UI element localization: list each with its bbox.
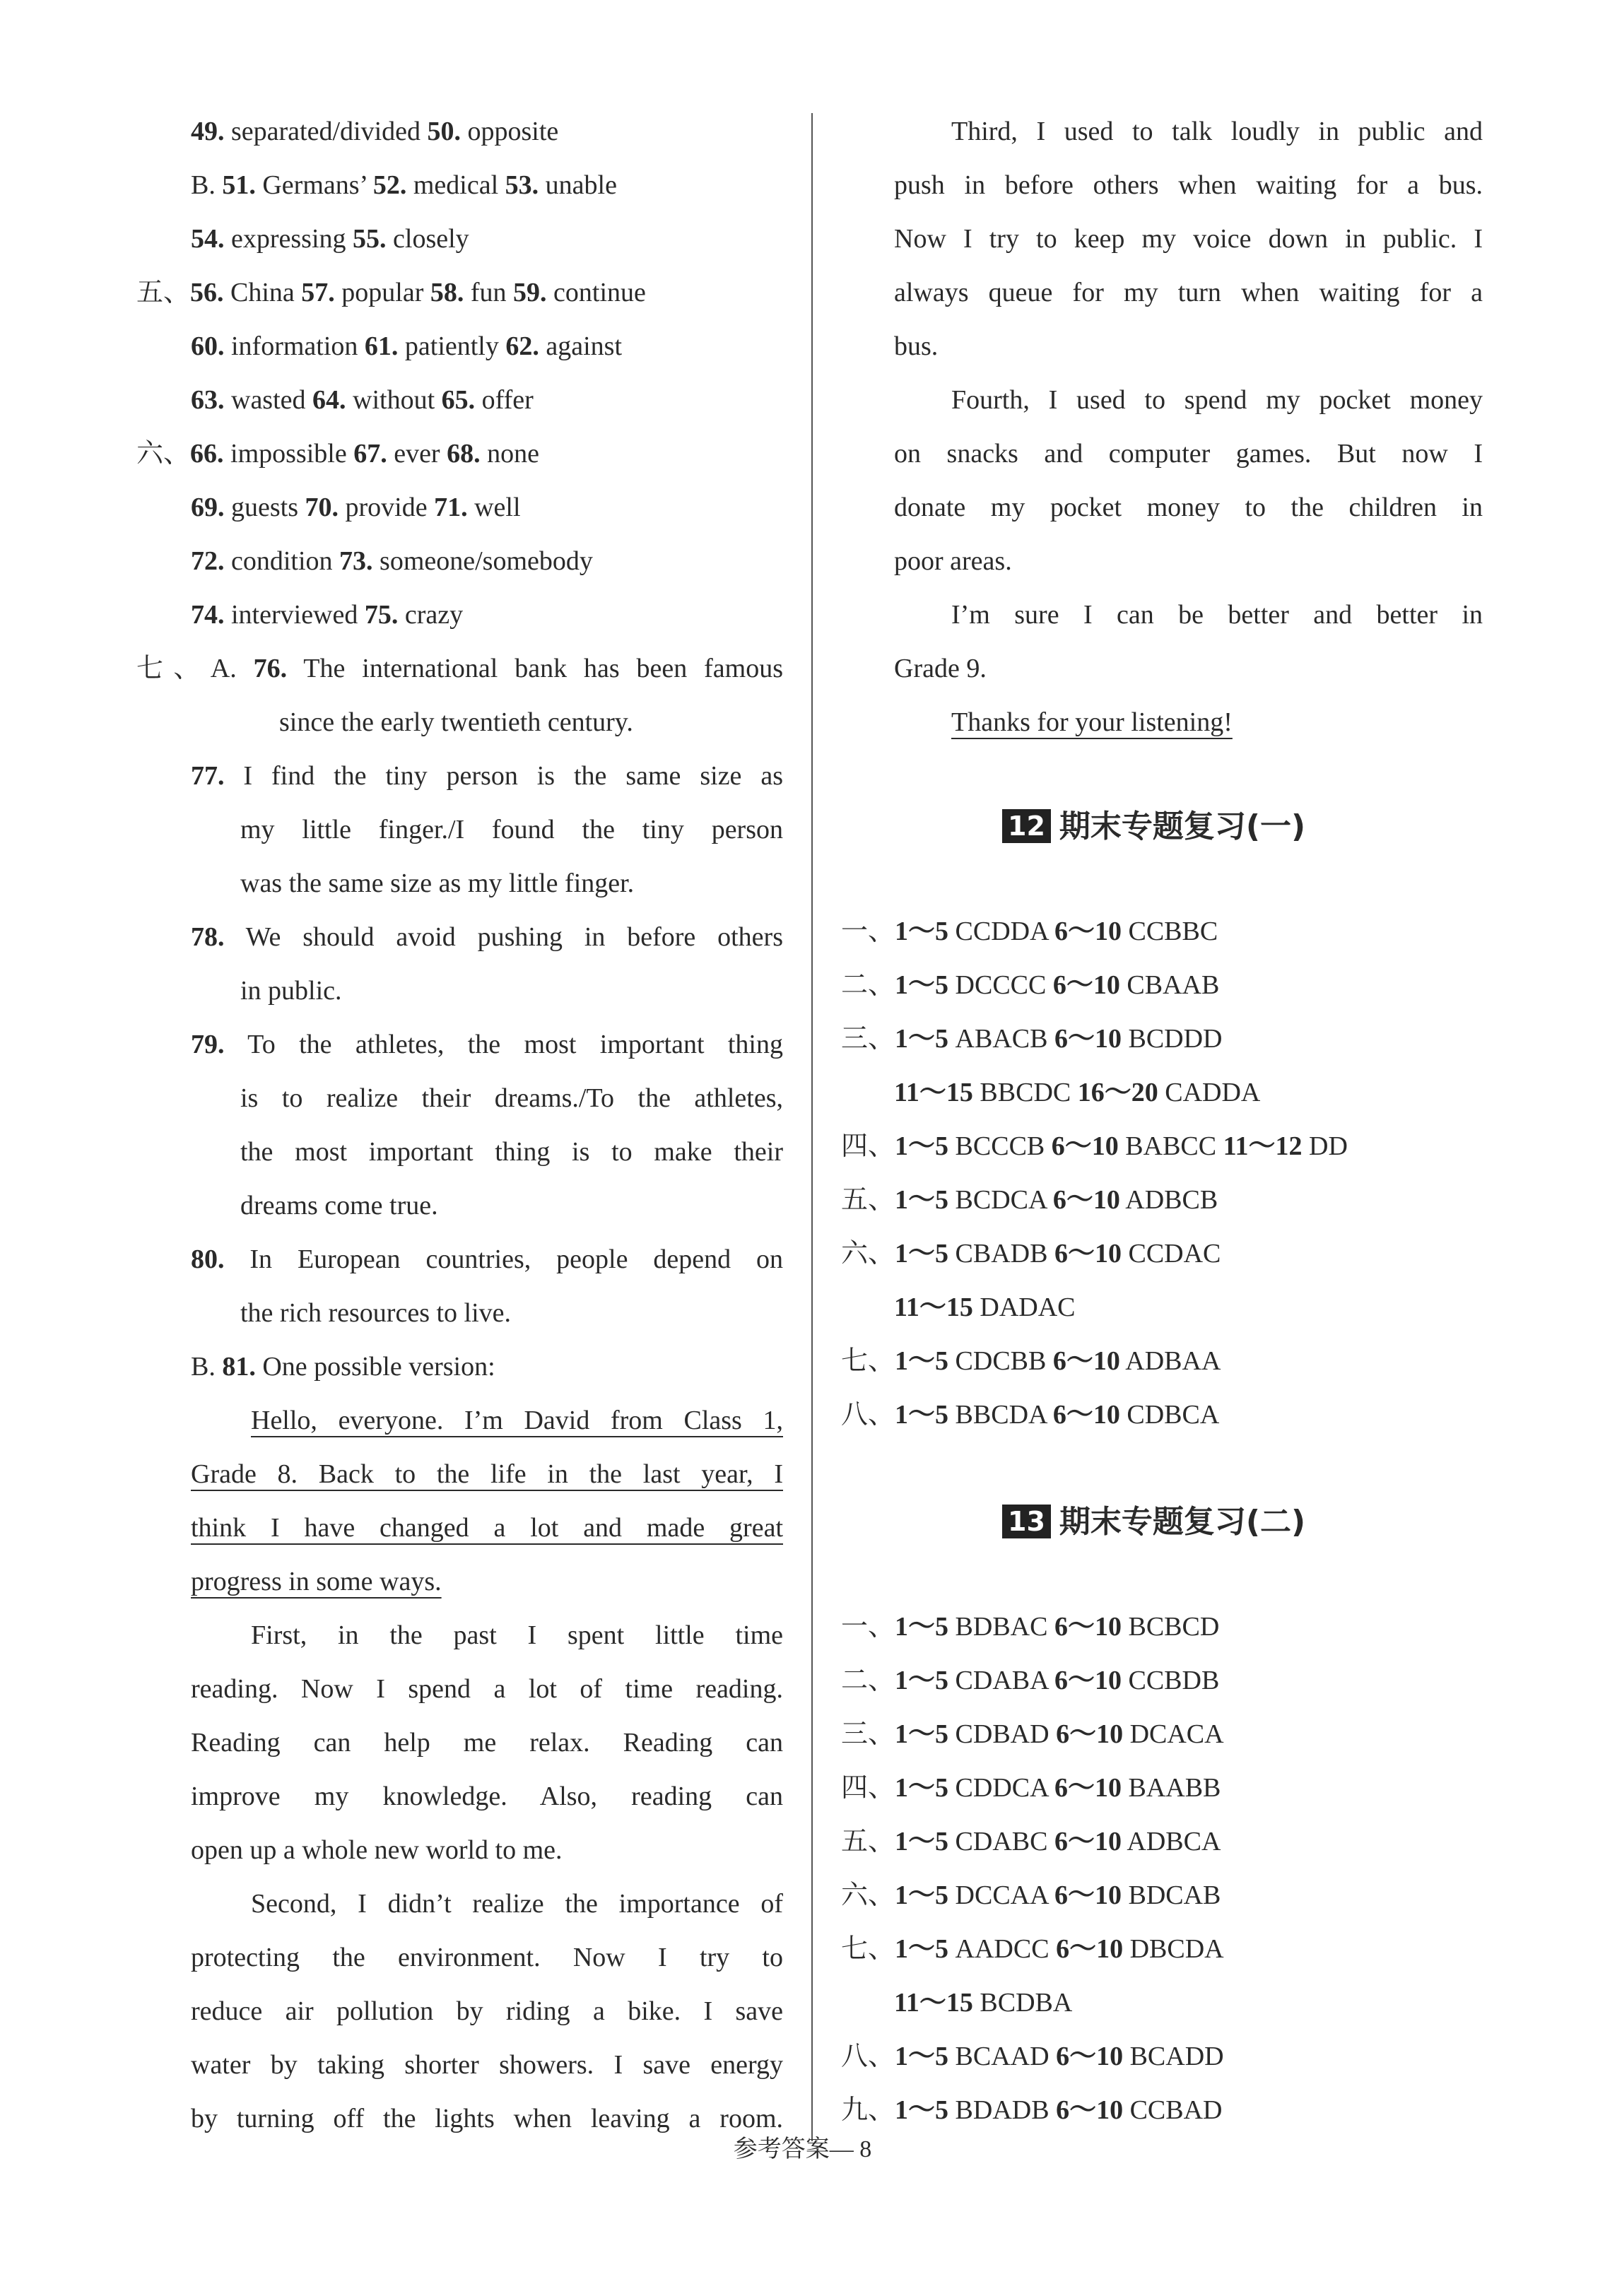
item-number: 62. bbox=[505, 331, 539, 361]
item-number: 75. bbox=[364, 600, 399, 630]
item-number: 6～10 bbox=[1056, 2042, 1124, 2071]
item-number: 6～10 bbox=[1056, 1934, 1124, 1964]
text-line bbox=[951, 382, 1483, 418]
line-text: Second, I didn’t realize the importance of bbox=[251, 1889, 783, 1919]
item-number: 1～5 bbox=[895, 917, 949, 946]
item-number: 81. bbox=[222, 1352, 256, 1382]
text-line bbox=[951, 596, 1483, 633]
line-text: by turning off the lights when leaving a room. bbox=[191, 2104, 783, 2133]
line-text: against bbox=[539, 331, 623, 361]
item-number: 77. bbox=[191, 761, 225, 791]
item-number: 63. bbox=[191, 385, 225, 415]
item-number: 57. bbox=[301, 278, 335, 307]
text-line bbox=[240, 972, 342, 1009]
text-line bbox=[136, 650, 783, 687]
line-text: poor areas. bbox=[894, 546, 1012, 576]
item-number: 6～10 bbox=[1056, 2095, 1124, 2125]
line-text: impossible bbox=[223, 439, 354, 469]
text-line bbox=[191, 1026, 783, 1063]
item-number: 6～10 bbox=[1054, 1880, 1122, 1910]
text-line bbox=[251, 1885, 783, 1922]
item-number: 1～5 bbox=[895, 1773, 949, 1803]
section-title: 期末专题复习(二) bbox=[1059, 1504, 1306, 1540]
text-line bbox=[191, 328, 622, 365]
line-text: BCCCB bbox=[948, 1131, 1052, 1161]
line-text: BBCDC bbox=[972, 1078, 1078, 1107]
item-number: 6～10 bbox=[1052, 970, 1120, 1000]
text-line bbox=[841, 2092, 1223, 2129]
line-text: BCDDD bbox=[1121, 1024, 1223, 1054]
column-divider bbox=[811, 113, 813, 2141]
line-text: In European countries, people depend on bbox=[224, 1244, 783, 1274]
line-text: none bbox=[480, 439, 539, 469]
line-text: Fourth, I used to spend my pocket money bbox=[951, 385, 1483, 415]
item-number: 76. bbox=[253, 654, 288, 683]
line-text: closely bbox=[386, 224, 469, 254]
item-number: 6～10 bbox=[1052, 1346, 1120, 1376]
item-number: 66. bbox=[190, 439, 224, 469]
item-number: 6～10 bbox=[1051, 1131, 1119, 1161]
line-text: Hello, everyone. I’m David from Class 1, bbox=[251, 1406, 783, 1435]
text-line bbox=[841, 1662, 1219, 1699]
line-text: BDCAB bbox=[1121, 1880, 1221, 1910]
text-line bbox=[841, 913, 1218, 950]
line-text: We should avoid pushing in before others bbox=[224, 922, 783, 952]
line-text: CADDA bbox=[1158, 1078, 1261, 1107]
item-number: 6～10 bbox=[1054, 1827, 1122, 1856]
text-line bbox=[191, 489, 521, 526]
text-line bbox=[279, 704, 633, 741]
line-text: in public. bbox=[240, 976, 342, 1006]
text-line bbox=[841, 1235, 1221, 1272]
line-text: Reading can help me relax. Reading can bbox=[191, 1728, 783, 1758]
text-line bbox=[191, 113, 558, 150]
item-number: 1～5 bbox=[895, 1719, 949, 1749]
line-text: CBAAB bbox=[1119, 970, 1220, 1000]
line-text: 九、 bbox=[841, 2095, 895, 2125]
text-line bbox=[191, 1671, 783, 1707]
line-text: BBCDA bbox=[948, 1400, 1053, 1430]
text-line bbox=[191, 758, 783, 794]
section-heading-12 bbox=[1002, 807, 1305, 847]
line-text: 五、 bbox=[841, 1185, 895, 1215]
item-number: 61. bbox=[364, 331, 399, 361]
line-text: CDABA bbox=[948, 1666, 1054, 1695]
line-text: AADCC bbox=[948, 1934, 1057, 1964]
text-line bbox=[894, 1984, 1072, 2021]
line-text: is to realize their dreams./To the athletes, bbox=[240, 1083, 783, 1113]
line-text: CCBDB bbox=[1121, 1666, 1220, 1695]
line-text: BCDBA bbox=[972, 1988, 1073, 2018]
item-number: 11～12 bbox=[1223, 1131, 1303, 1161]
item-number: 1～5 bbox=[895, 1400, 949, 1430]
item-number: 58. bbox=[430, 278, 464, 307]
line-text: donate my pocket money to the children in bbox=[894, 493, 1483, 522]
item-number: 6～10 bbox=[1052, 1185, 1120, 1215]
text-line bbox=[240, 1187, 438, 1224]
line-text: ADBCB bbox=[1119, 1185, 1218, 1215]
line-text: DCCCC bbox=[948, 970, 1053, 1000]
item-number: 1～5 bbox=[895, 1880, 949, 1910]
line-text: open up a whole new world to me. bbox=[191, 1835, 563, 1865]
text-line bbox=[894, 1289, 1076, 1326]
item-number: 1～5 bbox=[895, 2095, 949, 2125]
item-number: 65. bbox=[441, 385, 476, 415]
text-line bbox=[191, 1456, 783, 1493]
line-text: 一、 bbox=[841, 1612, 895, 1642]
line-text: push in before others when waiting for a bus. bbox=[894, 170, 1483, 200]
line-text: interviewed bbox=[224, 600, 365, 630]
line-text: BAABB bbox=[1121, 1773, 1221, 1803]
line-text: CDDCA bbox=[948, 1773, 1054, 1803]
item-number: 50. bbox=[427, 117, 461, 146]
line-text: BDBAC bbox=[948, 1612, 1054, 1642]
item-number: 6～10 bbox=[1054, 917, 1122, 946]
text-line bbox=[191, 1778, 783, 1815]
text-line bbox=[894, 650, 987, 687]
line-text: CCBBC bbox=[1121, 917, 1218, 946]
line-text: CBADB bbox=[948, 1239, 1054, 1268]
line-text: protecting the environment. Now I try to bbox=[191, 1943, 783, 1972]
line-text: improve my knowledge. Also, reading can bbox=[191, 1782, 783, 1811]
line-text: Grade 9. bbox=[894, 654, 987, 683]
item-number: 60. bbox=[191, 331, 225, 361]
line-text: someone/somebody bbox=[372, 546, 593, 576]
item-number: 64. bbox=[312, 385, 346, 415]
page-footer: 参考答案— 8 bbox=[733, 2136, 872, 2162]
line-text: the most important thing is to make their bbox=[240, 1137, 783, 1167]
line-text: dreams come true. bbox=[240, 1191, 438, 1220]
item-number: 11～15 bbox=[894, 1988, 973, 2018]
line-text: BCDCA bbox=[948, 1185, 1053, 1215]
text-line bbox=[894, 489, 1483, 526]
line-text: First, in the past I spent little time bbox=[251, 1620, 783, 1650]
line-text: BABCC bbox=[1118, 1131, 1223, 1161]
line-text: CDABC bbox=[948, 1827, 1054, 1856]
line-text: BCAAD bbox=[948, 2042, 1057, 2071]
line-text: CDBCA bbox=[1119, 1400, 1220, 1430]
line-text: information bbox=[224, 331, 365, 361]
item-number: 71. bbox=[434, 493, 468, 522]
line-text: CCDDA bbox=[948, 917, 1054, 946]
item-number: 1～5 bbox=[895, 1612, 949, 1642]
line-text: patiently bbox=[398, 331, 506, 361]
text-line bbox=[951, 704, 1233, 741]
text-line bbox=[841, 1128, 1348, 1165]
text-line bbox=[191, 596, 463, 633]
text-line bbox=[191, 382, 534, 418]
line-text: BCBCD bbox=[1121, 1612, 1220, 1642]
item-number: 79. bbox=[191, 1030, 225, 1059]
line-text: 五、 bbox=[136, 278, 191, 307]
line-text: reduce air pollution by riding a bike. I save bbox=[191, 1996, 783, 2026]
line-text: unable bbox=[539, 170, 617, 200]
line-text: I find the tiny person is the same size as bbox=[224, 761, 783, 791]
item-number: 1～5 bbox=[895, 1239, 949, 1268]
text-line bbox=[894, 1074, 1260, 1111]
line-text: bus. bbox=[894, 331, 939, 361]
text-line bbox=[191, 167, 617, 204]
text-line bbox=[191, 1724, 783, 1761]
line-text: CCBAD bbox=[1123, 2095, 1223, 2125]
item-number: 53. bbox=[505, 170, 539, 200]
text-line bbox=[191, 543, 593, 579]
item-number: 1～5 bbox=[895, 970, 949, 1000]
text-line bbox=[191, 1241, 783, 1278]
line-text: China bbox=[223, 278, 302, 307]
text-line bbox=[841, 1716, 1224, 1753]
line-text: think I have changed a lot and made great bbox=[191, 1513, 783, 1543]
item-number: 6～10 bbox=[1054, 1666, 1122, 1695]
line-text: 八、 bbox=[841, 1400, 895, 1430]
line-text: B. bbox=[191, 170, 223, 200]
item-number: 6～10 bbox=[1054, 1239, 1122, 1268]
line-text: ADBCA bbox=[1121, 1827, 1221, 1856]
item-number: 1～5 bbox=[895, 1666, 949, 1695]
item-number: 78. bbox=[191, 922, 225, 952]
line-text: well bbox=[467, 493, 521, 522]
line-text: 七、A. bbox=[136, 654, 254, 683]
item-number: 1～5 bbox=[895, 2042, 949, 2071]
text-line bbox=[894, 435, 1483, 472]
line-text: 七、 bbox=[841, 1934, 895, 1964]
line-text: 六、 bbox=[841, 1239, 895, 1268]
section-heading-13 bbox=[1002, 1502, 1305, 1542]
item-number: 6～10 bbox=[1054, 1024, 1122, 1054]
text-line bbox=[894, 274, 1483, 311]
line-text: since the early twentieth century. bbox=[279, 707, 633, 737]
line-text: 八、 bbox=[841, 2042, 895, 2071]
text-line bbox=[240, 811, 783, 848]
text-line bbox=[251, 1617, 783, 1654]
item-number: 49. bbox=[191, 117, 225, 146]
line-text: crazy bbox=[398, 600, 464, 630]
text-line bbox=[841, 967, 1219, 1003]
text-line bbox=[191, 1563, 442, 1600]
text-line bbox=[136, 274, 646, 311]
line-text: 五、 bbox=[841, 1827, 895, 1856]
text-line bbox=[191, 1348, 495, 1385]
line-text: B. bbox=[191, 1352, 223, 1382]
line-text: DD bbox=[1302, 1131, 1348, 1161]
line-text: BDADB bbox=[948, 2095, 1057, 2125]
item-number: 1～5 bbox=[895, 1827, 949, 1856]
text-line bbox=[841, 1343, 1221, 1379]
line-text: opposite bbox=[461, 117, 559, 146]
line-text: Grade 8. Back to the life in the last year, I bbox=[191, 1459, 783, 1489]
line-text: reading. Now I spend a lot of time reading. bbox=[191, 1674, 783, 1704]
text-line bbox=[894, 543, 1012, 579]
item-number: 1～5 bbox=[895, 1185, 949, 1215]
item-number: 11～15 bbox=[894, 1078, 973, 1107]
text-line bbox=[191, 1832, 563, 1868]
item-number: 74. bbox=[191, 600, 225, 630]
line-text: popular bbox=[334, 278, 430, 307]
line-text: water by taking shorter showers. I save energy bbox=[191, 2050, 783, 2080]
item-number: 73. bbox=[339, 546, 373, 576]
line-text: 七、 bbox=[841, 1346, 895, 1376]
text-line bbox=[951, 113, 1483, 150]
line-text: provide bbox=[339, 493, 435, 522]
text-line bbox=[841, 1823, 1221, 1860]
text-line bbox=[841, 2038, 1224, 2075]
item-number: 55. bbox=[353, 224, 387, 254]
item-number: 51. bbox=[222, 170, 256, 200]
item-number: 1～5 bbox=[895, 1346, 949, 1376]
line-text: always queue for my turn when waiting for a bbox=[894, 278, 1483, 307]
item-number: 67. bbox=[353, 439, 387, 469]
text-line bbox=[841, 1396, 1219, 1433]
line-text: Third, I used to talk loudly in public and bbox=[951, 117, 1483, 146]
text-line bbox=[841, 1877, 1221, 1914]
text-line bbox=[191, 919, 783, 955]
item-number: 1～5 bbox=[895, 1131, 949, 1161]
section-number-badge: 12 bbox=[1002, 809, 1051, 843]
line-text: 六、 bbox=[136, 439, 191, 469]
text-line bbox=[191, 1993, 783, 2030]
line-text: DBCDA bbox=[1123, 1934, 1224, 1964]
line-text: DCACA bbox=[1123, 1719, 1224, 1749]
text-line bbox=[841, 1020, 1223, 1057]
line-text: the rich resources to live. bbox=[240, 1298, 512, 1328]
line-text: 四、 bbox=[841, 1773, 895, 1803]
item-number: 6～10 bbox=[1054, 1612, 1122, 1642]
line-text: wasted bbox=[224, 385, 313, 415]
line-text: progress in some ways. bbox=[191, 1567, 442, 1596]
item-number: 16～20 bbox=[1077, 1078, 1158, 1107]
text-line bbox=[894, 220, 1483, 257]
text-line bbox=[251, 1402, 783, 1439]
text-line bbox=[240, 1295, 511, 1331]
item-number: 80. bbox=[191, 1244, 225, 1274]
text-line bbox=[191, 220, 469, 257]
line-text: 四、 bbox=[841, 1131, 895, 1161]
text-line bbox=[841, 1182, 1218, 1218]
item-number: 1～5 bbox=[895, 1934, 949, 1964]
text-line bbox=[191, 2100, 783, 2137]
line-text: offer bbox=[475, 385, 534, 415]
line-text: 三、 bbox=[841, 1719, 895, 1749]
line-text: One possible version: bbox=[255, 1352, 495, 1382]
line-text: To the athletes, the most important thing bbox=[224, 1030, 783, 1059]
line-text: expressing bbox=[224, 224, 353, 254]
line-text: 二、 bbox=[841, 970, 895, 1000]
section-number-badge: 13 bbox=[1002, 1505, 1051, 1538]
text-line bbox=[894, 167, 1483, 204]
item-number: 11～15 bbox=[894, 1293, 973, 1322]
item-number: 72. bbox=[191, 546, 225, 576]
item-number: 1～5 bbox=[895, 1024, 949, 1054]
line-text: ADBAA bbox=[1119, 1346, 1221, 1376]
line-text: BCADD bbox=[1123, 2042, 1224, 2071]
line-text: 一、 bbox=[841, 917, 895, 946]
line-text: continue bbox=[546, 278, 646, 307]
line-text: without bbox=[346, 385, 442, 415]
item-number: 69. bbox=[191, 493, 225, 522]
item-number: 54. bbox=[191, 224, 225, 254]
item-number: 6～10 bbox=[1052, 1400, 1120, 1430]
text-line bbox=[841, 1608, 1219, 1645]
line-text: Now I try to keep my voice down in public. I bbox=[894, 224, 1483, 254]
item-number: 6～10 bbox=[1054, 1773, 1122, 1803]
text-line bbox=[240, 865, 634, 902]
line-text: on snacks and computer games. But now I bbox=[894, 439, 1483, 469]
item-number: 56. bbox=[190, 278, 224, 307]
line-text: The international bank has been famous bbox=[287, 654, 783, 683]
text-line bbox=[240, 1080, 783, 1117]
text-line bbox=[841, 1931, 1224, 1967]
line-text: condition bbox=[224, 546, 340, 576]
line-text: CDBAD bbox=[948, 1719, 1057, 1749]
line-text: guests bbox=[224, 493, 305, 522]
line-text: DADAC bbox=[972, 1293, 1076, 1322]
line-text: CCDAC bbox=[1121, 1239, 1221, 1268]
text-line bbox=[894, 328, 938, 365]
line-text: separated/divided bbox=[224, 117, 428, 146]
line-text: CDCBB bbox=[948, 1346, 1053, 1376]
text-line bbox=[240, 1134, 783, 1170]
text-line bbox=[191, 1509, 783, 1546]
item-number: 59. bbox=[513, 278, 547, 307]
line-text: Thanks for your listening! bbox=[951, 707, 1233, 737]
line-text: medical bbox=[406, 170, 505, 200]
line-text: Germans’ bbox=[255, 170, 373, 200]
text-line bbox=[841, 1770, 1221, 1806]
section-title: 期末专题复习(一) bbox=[1059, 808, 1306, 844]
text-line bbox=[191, 2047, 783, 2083]
item-number: 52. bbox=[372, 170, 407, 200]
line-text: DCCAA bbox=[948, 1880, 1054, 1910]
line-text: was the same size as my little finger. bbox=[240, 869, 635, 898]
line-text: ABACB bbox=[948, 1024, 1054, 1054]
line-text: I’m sure I can be better and better in bbox=[951, 600, 1483, 630]
text-line bbox=[136, 435, 539, 472]
item-number: 68. bbox=[447, 439, 481, 469]
line-text: 三、 bbox=[841, 1024, 895, 1054]
text-line bbox=[191, 1939, 783, 1976]
line-text: 二、 bbox=[841, 1666, 895, 1695]
item-number: 70. bbox=[305, 493, 339, 522]
line-text: ever bbox=[387, 439, 447, 469]
item-number: 6～10 bbox=[1056, 1719, 1124, 1749]
line-text: my little finger./I found the tiny person bbox=[240, 815, 783, 844]
line-text: fun bbox=[464, 278, 514, 307]
line-text: 六、 bbox=[841, 1880, 895, 1910]
